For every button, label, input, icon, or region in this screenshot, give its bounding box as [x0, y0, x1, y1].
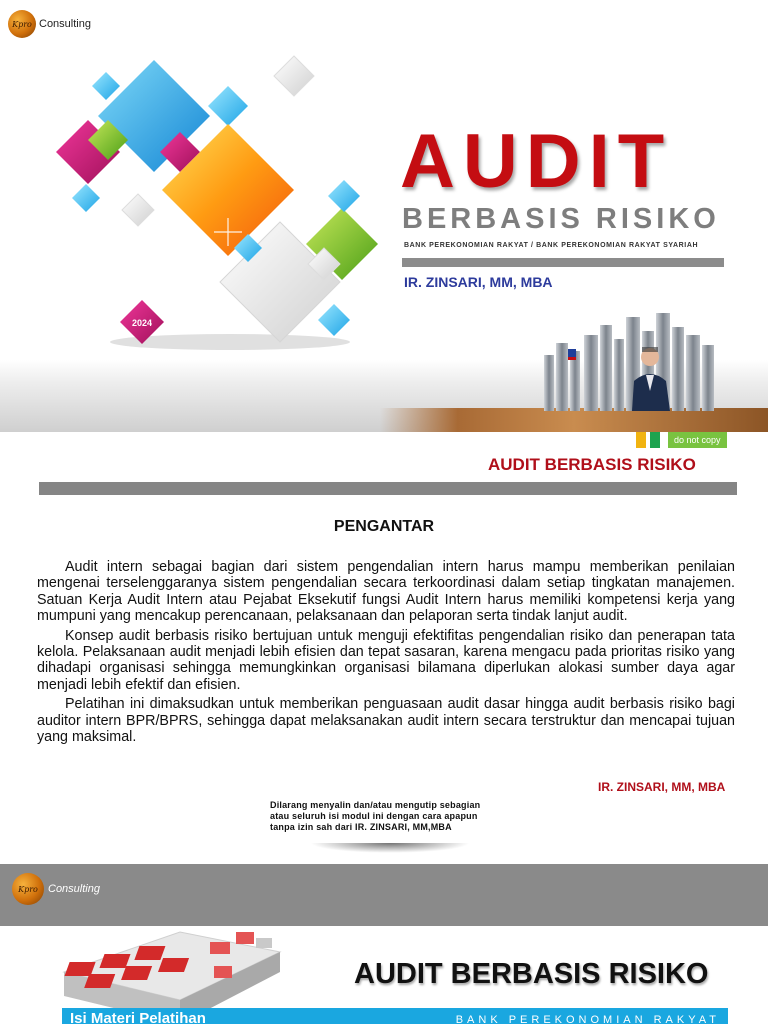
brand-name: Consulting — [48, 883, 100, 895]
intro-paragraph: Audit intern sebagai bagian dari sistem pengendalian intern harus mampu memberikan penilaian mengenai terselenggaranya sistem pengendalian secara terkoordinasi dalam setiap tingkatan manajemen. Satuan Kerja Audit Intern atau Pejabat Eksekutif fungsi Audit Intern harus memiliki kompetensi kerja yang mumpuni yang mencakup perencanaan, pelaksanaan dan pelaporan serta tindak lanjut audit. — [37, 559, 735, 625]
brand-logo — [8, 10, 91, 38]
shadow-decoration — [310, 843, 470, 853]
section-title: PENGANTAR — [333, 518, 435, 535]
year-badge: 2024 — [131, 318, 153, 328]
header-divider — [39, 482, 737, 495]
cover-bank-line: BANK PEREKONOMIAN RAKYAT / BANK PEREKONOMIAN RAKYAT SYARIAH — [404, 242, 699, 249]
page-header-title: AUDIT BERBASIS RISIKO — [488, 455, 696, 474]
intro-signature: IR. ZINSARI, MM, MBA — [598, 780, 726, 794]
logo-disc-icon: Kpro — [8, 10, 36, 38]
intro-body — [37, 559, 735, 748]
copyright-warning: Dilarang menyalin dan/atau mengutip sebagian atau seluruh isi modul ini dengan cara apapun tanpa izin sah dari IR. ZINSARI, MM,MBA — [270, 800, 481, 832]
next-page-title: AUDIT BERBASIS RISIKO — [354, 958, 709, 990]
cover-page — [0, 0, 768, 445]
section-strip — [62, 1008, 728, 1027]
strip-bank-line: BANK PEREKONOMIAN RAKYAT — [455, 1014, 720, 1026]
brand-name: Consulting — [39, 18, 91, 30]
cover-author: IR. ZINSARI, MM, MBA — [404, 274, 553, 290]
watermark-badge — [636, 432, 727, 448]
wood-desk — [380, 408, 768, 432]
city-skyline-photo — [540, 305, 726, 411]
logo-disc-icon: Kpro — [12, 873, 44, 905]
cover-subtitle: BERBASIS RISIKO — [402, 203, 720, 235]
page-header-band — [0, 864, 768, 926]
cover-title: AUDIT — [400, 119, 673, 204]
section-label: Isi Materi Pelatihan — [70, 1010, 206, 1027]
intro-paragraph: Pelatihan ini dimaksudkan untuk memberikan penguasaan audit dasar hingga audit berbasis risiko bagi auditor intern BPR/BPRS, sehingga dapat melaksanakan audit intern secara terstruktur dan mencapai tujuan yang maksimal. — [37, 696, 735, 746]
watermark-text: do not copy — [668, 432, 727, 448]
brand-logo — [12, 873, 100, 905]
diamond-artwork — [40, 50, 390, 350]
title-divider — [402, 258, 724, 267]
intro-paragraph: Konsep audit berbasis risiko bertujuan untuk menguji efektifitas pengendalian risiko dan penerapan tata kelola. Pelaksanaan audit menjadi lebih efisien dan tepat sasaran, karena mengacu pada prioritas risiko yang dihadapi organisasi sehingga memungkinkan organisasi bilamana diperlukan alokasi sumber daya agar menjadi lebih efektif dan efisien. — [37, 627, 735, 693]
